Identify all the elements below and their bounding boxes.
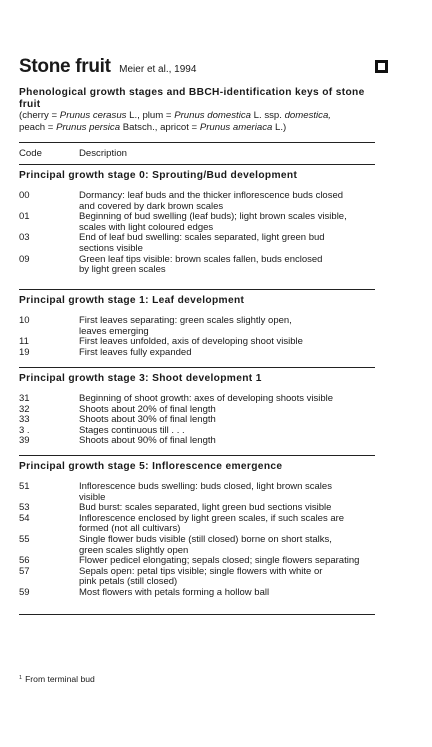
square-marker-icon (375, 60, 388, 73)
stage-row (19, 337, 375, 348)
stage-description (79, 567, 375, 588)
description-line: Stages continuous till . . . (79, 424, 185, 436)
description-line: End of leaf bud swelling: scales separated, light green bud (79, 232, 325, 244)
stage-row (19, 348, 375, 359)
stage-row (19, 514, 375, 535)
footnote-text: From terminal bud (25, 674, 95, 684)
description-line: Beginning of bud swelling (leaf buds); light brown scales visible, (79, 211, 347, 223)
bbch-code: 56 (19, 555, 30, 567)
species-name: Prunus persica (56, 121, 121, 133)
stage-description (79, 348, 375, 359)
description-line: Green leaf tips visible: brown scales fallen, buds enclosed (79, 253, 323, 265)
description-line: Beginning of shoot growth: axes of developing shoots visible (79, 393, 334, 404)
divider-rule (19, 367, 375, 368)
footnote-mark: 1 (19, 675, 23, 681)
stage-list (19, 394, 375, 447)
column-header-description: Description (79, 148, 127, 159)
subtitle-text: (cherry = (19, 110, 60, 121)
species-name: Prunus domestica (174, 110, 251, 121)
subtitle-line-2 (19, 122, 375, 134)
section-heading: Phenological growth stages and BBCH-identification keys of stone fruit (19, 87, 365, 110)
stage-title: Principal growth stage 5: Inflorescence emergence (19, 461, 283, 472)
subtitle-text: L.) (272, 121, 287, 133)
bbch-code: 57 (19, 565, 30, 577)
description-line: First leaves unfolded, axis of developing shoot visible (79, 336, 303, 348)
bbch-code: 3 . (19, 424, 30, 436)
description-line: by light green scales (79, 264, 166, 276)
stage-row (19, 191, 375, 212)
species-name: Prunus ameriaca (199, 121, 273, 133)
divider-rule (19, 164, 375, 165)
species-subtitle (19, 110, 375, 133)
stage-row (19, 415, 375, 426)
subtitle-text: L. ssp. (250, 110, 285, 121)
subtitle-line-1 (19, 110, 375, 122)
stage-section (19, 295, 375, 358)
description-line: formed (not all cultivars) (79, 523, 181, 535)
stage-row (19, 436, 375, 447)
stage-row (19, 255, 375, 276)
bbch-code: 03 (19, 232, 30, 244)
stage-row (19, 394, 375, 405)
stage-row (19, 567, 375, 588)
stage-section (19, 170, 375, 276)
bbch-code: 10 (19, 315, 30, 326)
footnote (19, 674, 95, 684)
stage-row (19, 316, 375, 337)
bbch-code: 09 (19, 253, 30, 265)
stage-row (19, 535, 375, 556)
bbch-code: 39 (19, 435, 30, 447)
description-line: pink petals (still closed) (79, 576, 178, 588)
stage-row (19, 482, 375, 503)
stage-description (79, 394, 375, 405)
description-line: and covered by dark brown scales (79, 200, 224, 212)
bbch-code: 59 (19, 586, 30, 598)
description-line: Bud burst: scales separated, light green bud sections visible (79, 502, 332, 514)
description-line: Inflorescence buds swelling: buds closed, light brown scales (79, 481, 332, 492)
stage-title: Principal growth stage 3: Shoot development 1 (19, 373, 262, 384)
stage-description (79, 233, 375, 254)
species-name: domestica, (284, 110, 331, 121)
bbch-code: 53 (19, 502, 30, 514)
author-citation: Meier et al., 1994 (119, 64, 197, 75)
page-title: Stone fruit (19, 56, 111, 77)
bbch-code: 31 (19, 393, 30, 404)
stage-list (19, 316, 375, 358)
description-line: Single flower buds visible (still closed) borne on short stalks, (79, 533, 332, 545)
description-line: Shoots about 30% of final length (79, 414, 216, 426)
description-line: Most flowers with petals forming a hollow ball (79, 586, 270, 598)
stage-section (19, 373, 375, 447)
bbch-code: 51 (19, 481, 30, 492)
stage-row (19, 212, 375, 233)
stage-description (79, 316, 375, 337)
bbch-code: 19 (19, 346, 30, 358)
description-line: scales with light coloured edges (79, 221, 214, 233)
stage-description (79, 514, 375, 535)
divider-rule (19, 289, 375, 290)
stage-description (79, 535, 375, 556)
description-line: Dormancy: leaf buds and the thicker inflorescence buds closed (79, 190, 344, 201)
species-name: Prunus cerasus (59, 110, 127, 121)
column-header-code: Code (19, 148, 42, 159)
bbch-code: 11 (19, 336, 29, 348)
description-line: green scales slightly open (79, 544, 189, 556)
stage-description (79, 212, 375, 233)
description-line: First leaves separating: green scales slightly open, (79, 315, 292, 326)
subtitle-text: peach = (19, 121, 57, 133)
stage-section (19, 461, 375, 599)
stage-list (19, 191, 375, 276)
stage-list (19, 482, 375, 599)
bbch-code: 32 (19, 403, 30, 415)
stage-row (19, 233, 375, 254)
description-line: First leaves fully expanded (79, 346, 192, 358)
subtitle-text: L., plum = (126, 110, 175, 121)
divider-rule (19, 142, 375, 143)
stage-title: Principal growth stage 1: Leaf development (19, 295, 245, 306)
description-line: Sepals open: petal tips visible; single flowers with white or (79, 565, 323, 577)
bbch-code: 00 (19, 190, 30, 201)
divider-rule (19, 614, 375, 615)
stage-row (19, 588, 375, 599)
description-line: Flower pedicel elongating; sepals closed; single flowers separating (79, 555, 360, 567)
description-line: visible (79, 491, 106, 503)
subtitle-text: Batsch., apricot = (120, 121, 200, 133)
bbch-code: 54 (19, 512, 30, 524)
description-line: leaves emerging (79, 325, 149, 337)
stage-description (79, 255, 375, 276)
title-row (19, 56, 375, 82)
stage-description (79, 588, 375, 599)
stage-description (79, 191, 375, 212)
description-line: sections visible (79, 242, 143, 254)
stage-description (79, 482, 375, 503)
description-line: Shoots about 90% of final length (79, 435, 216, 447)
description-line: Shoots about 20% of final length (79, 403, 216, 415)
bbch-code: 01 (19, 211, 30, 223)
stage-title: Principal growth stage 0: Sprouting/Bud development (19, 170, 298, 181)
bbch-code: 55 (19, 533, 30, 545)
bbch-code: 33 (19, 414, 30, 426)
stage-description (79, 436, 375, 447)
description-line: Inflorescence enclosed by light green scales, if such scales are (79, 512, 345, 524)
divider-rule (19, 455, 375, 456)
